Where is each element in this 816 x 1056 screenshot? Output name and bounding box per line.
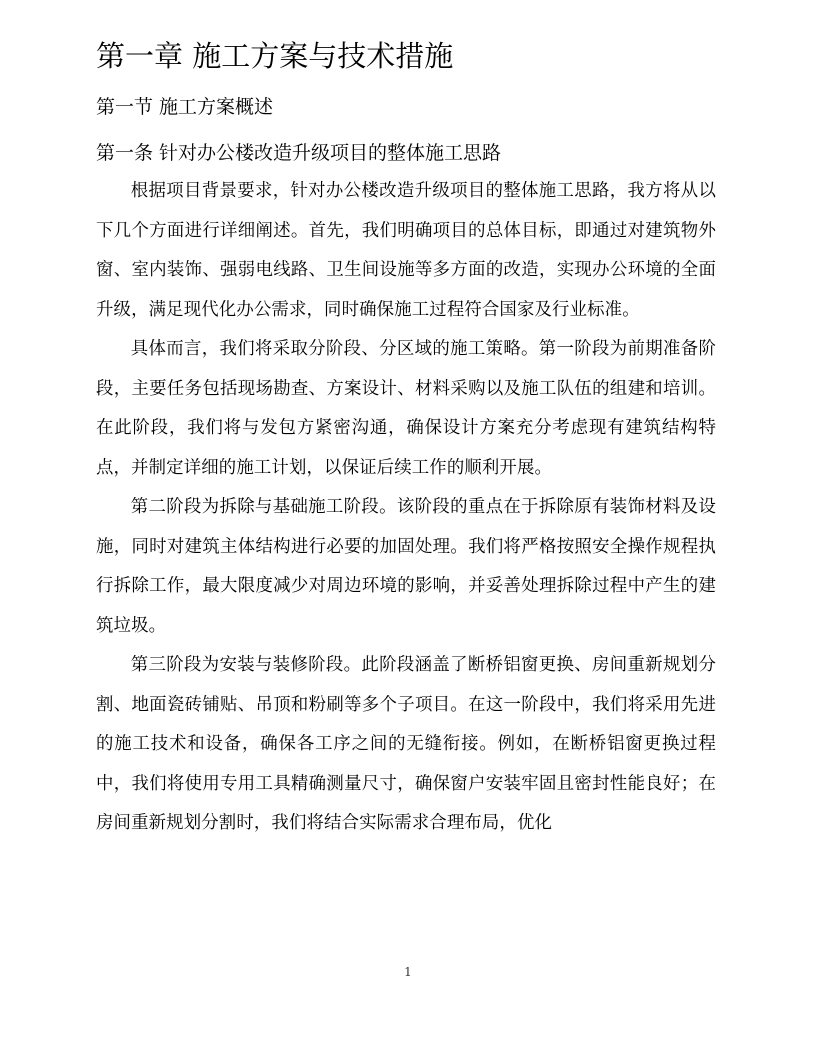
body-text (96, 172, 716, 844)
article-title: 第一条 针对办公楼改造升级项目的整体施工思路 (96, 142, 502, 164)
page-number: 1 (404, 965, 412, 979)
paragraph: 具体而言，我们将采取分阶段、分区域的施工策略。第一阶段为前期准备阶段，主要任务包括现场勘查、方案设计、材料采购以及施工队伍的组建和培训。在此阶段，我们将与发包方紧密沟通，确保设计方案充分考虑现有建筑结构特点，并制定详细的施工计划，以保证后续工作的顺利开展。 (96, 339, 716, 478)
paragraph: 根据项目背景要求，针对办公楼改造升级项目的整体施工思路，我方将从以下几个方面进行详细阐述。首先，我们明确项目的总体目标，即通过对建筑物外窗、室内装饰、强弱电线路、卫生间设施等多方面的改造，实现办公环境的全面升级，满足现代化办公需求，同时确保施工过程符合国家及行业标准。 (96, 181, 716, 320)
paragraph: 第二阶段为拆除与基础施工阶段。该阶段的重点在于拆除原有装饰材料及设施，同时对建筑主体结构进行必要的加固处理。我们将严格按照安全操作规程执行拆除工作，最大限度减少对周边环境的影响，并妥善处理拆除过程中产生的建筑垃圾。 (96, 497, 716, 636)
chapter-title: 第一章 施工方案与技术措施 (96, 39, 454, 73)
paragraph: 第三阶段为安装与装修阶段。此阶段涵盖了断桥铝窗更换、房间重新规划分割、地面瓷砖铺贴、吊顶和粉刷等多个子项目。在这一阶段中，我们将采用先进的施工技术和设备，确保各工序之间的无缝衔接。例如，在断桥铝窗更换过程中，我们将使用专用工具精确测量尺寸，确保窗户安装牢固且密封性能良好；在房间重新规划分割时，我们将结合实际需求合理布局，优化 (96, 655, 716, 833)
section-title: 第一节 施工方案概述 (96, 96, 274, 118)
